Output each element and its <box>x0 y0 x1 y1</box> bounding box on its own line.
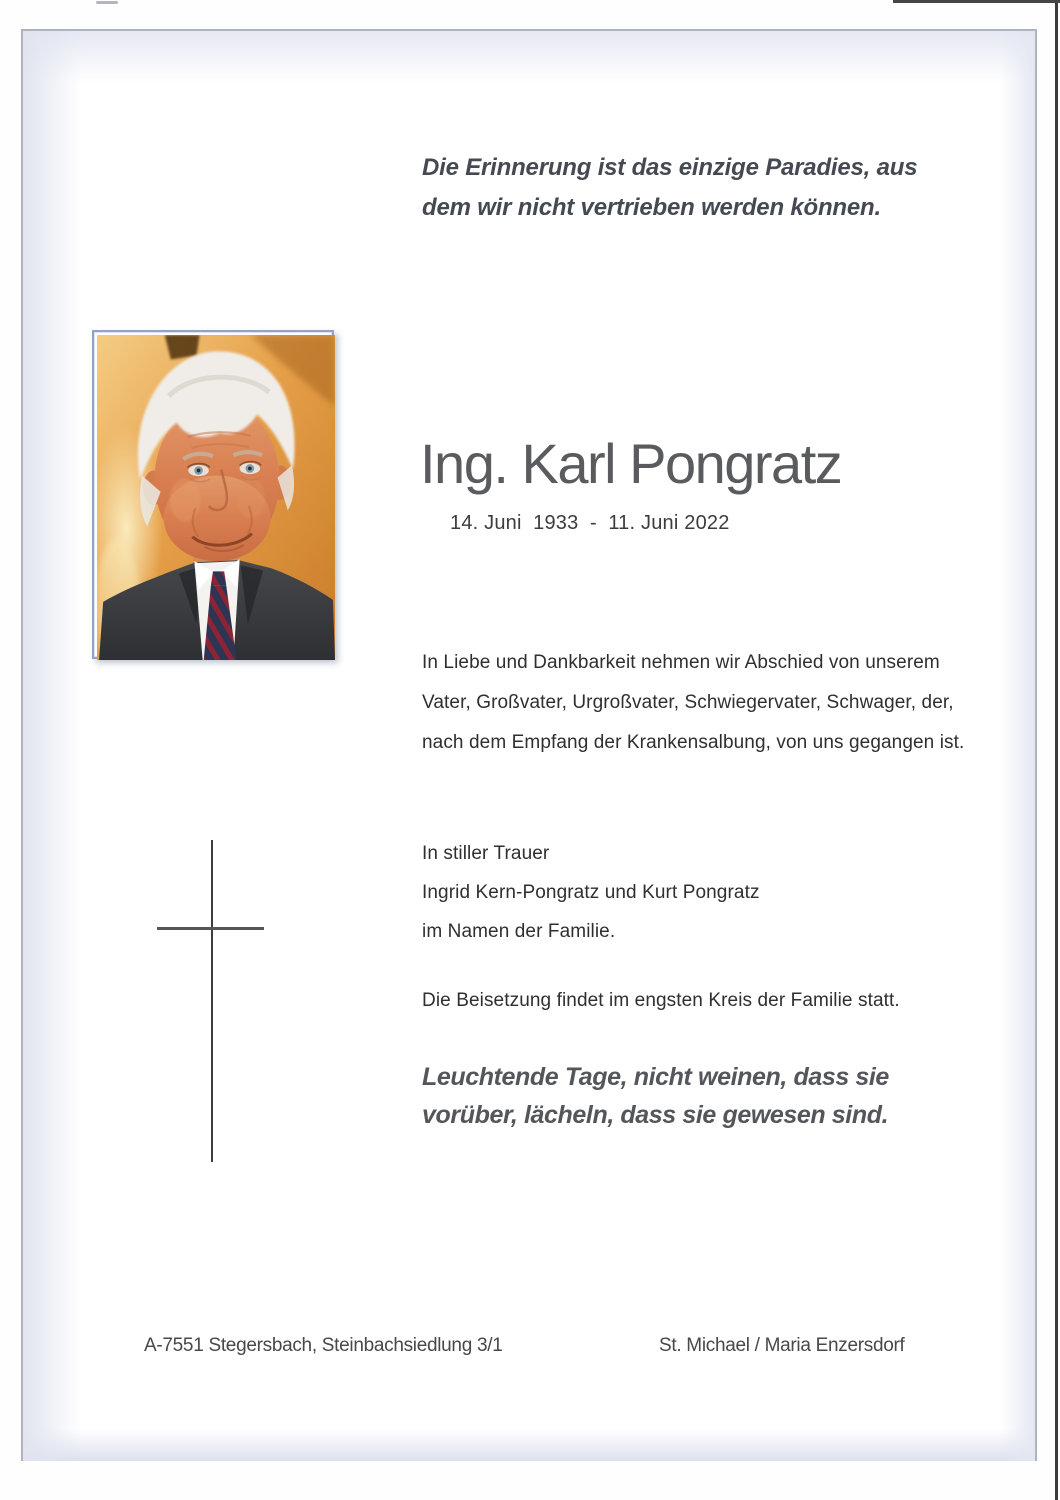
scan-artifact-speck <box>96 1 118 4</box>
burial-notice: Die Beisetzung findet im engsten Kreis der Familie statt. <box>422 990 900 1011</box>
closing-quote-line-1: Leuchtende Tage, nicht weinen, dass sie <box>422 1063 889 1091</box>
opening-quote-line-1: Die Erinnerung ist das einzige Paradies, aus <box>422 154 918 181</box>
farewell-line-3: nach dem Empfang der Krankensalbung, von uns gegangen ist. <box>422 732 965 753</box>
mourning-names: Ingrid Kern-Pongratz und Kurt Pongratz <box>422 882 760 903</box>
portrait-illustration <box>97 335 335 660</box>
mourning-block <box>422 834 982 951</box>
farewell-line-1: In Liebe und Dankbarkeit nehmen wir Abschied von unserem <box>422 652 940 673</box>
farewell-paragraph <box>422 643 982 763</box>
scan-edge-top-line <box>893 0 1060 3</box>
closing-quote <box>422 1058 962 1134</box>
cross-icon-arm <box>157 927 264 930</box>
footer-parishes: St. Michael / Maria Enzersdorf <box>659 1335 905 1356</box>
deceased-name: Ing. Karl Pongratz <box>420 432 842 495</box>
mourning-intro: In stiller Trauer <box>422 843 550 864</box>
closing-quote-line-2: vorüber, lächeln, dass sie gewesen sind. <box>422 1101 889 1129</box>
farewell-line-2: Vater, Großvater, Urgroßvater, Schwiegervater, Schwager, der, <box>422 692 954 713</box>
cross-icon <box>211 840 213 1162</box>
footer-address: A-7551 Stegersbach, Steinbachsiedlung 3/1 <box>144 1335 503 1356</box>
mourning-closing: im Namen der Familie. <box>422 921 616 942</box>
portrait-photo <box>92 330 334 659</box>
life-dates: 14. Juni 1933 - 11. Juni 2022 <box>450 512 730 534</box>
memorial-card <box>21 29 1037 1461</box>
opening-quote <box>422 148 962 228</box>
opening-quote-line-2: dem wir nicht vertrieben werden können. <box>422 194 881 221</box>
scan-edge-right-line <box>1055 0 1058 1500</box>
